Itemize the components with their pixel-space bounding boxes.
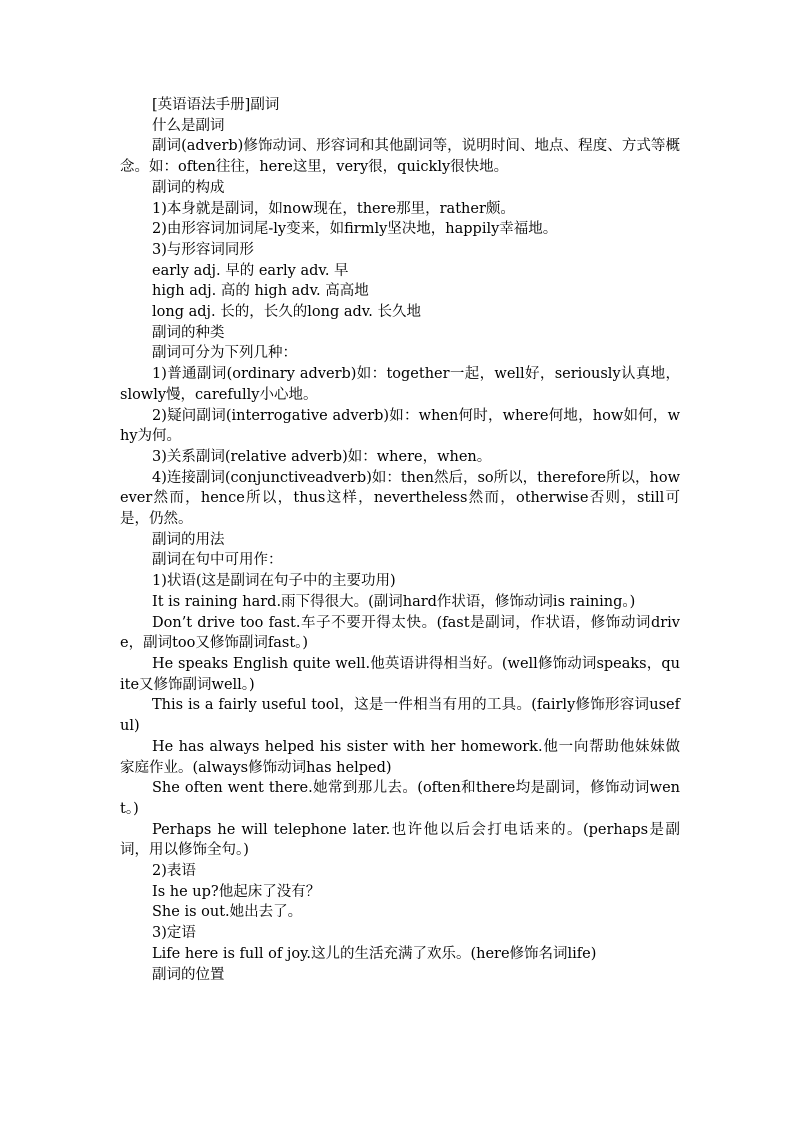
section-heading: 副词的用法: [152, 531, 225, 548]
example-line: high adj. 高的 high adv. 高高地: [152, 283, 369, 300]
document-page: [120, 95, 680, 985]
list-item: 2)疑问副词(interrogative adverb)如：when何时，where何地，how如何，why为何。: [120, 407, 680, 445]
section-heading: 副词的种类: [152, 324, 225, 341]
example-sentence: Is he up?他起床了没有？: [152, 883, 321, 900]
list-item: 2)由形容词加词尾-ly变来，如firmly坚决地，happily幸福地。: [152, 221, 558, 238]
example-line: long adj. 长的，长久的long adv. 长久地: [152, 304, 421, 321]
example-line: early adj. 早的 early adv. 早: [152, 262, 349, 279]
list-item: 1)本身就是副词，如now现在，there那里，rather颇。: [152, 200, 515, 217]
paragraph: 副词在句中可用作：: [152, 552, 283, 569]
example-sentence: It is raining hard.雨下得很大。(副词hard作状语，修饰动词is raining。): [152, 593, 636, 610]
list-item: 2)表语: [152, 863, 196, 880]
paragraph: 副词可分为下列几种：: [152, 345, 297, 362]
section-heading: 什么是副词: [152, 117, 225, 134]
list-item: 3)与形容词同形: [152, 241, 254, 258]
example-sentence: Perhaps he will telephone later.也许他以后会打电话来的。(perhaps是副词，用以修饰全句。): [120, 821, 680, 859]
example-sentence: He has always helped his sister with her homework.他一向帮助他妹妹做家庭作业。(always修饰动词has helped): [120, 738, 680, 776]
list-item: 3)定语: [152, 925, 196, 942]
example-sentence: She is out.她出去了。: [152, 904, 303, 921]
list-item: 1)状语(这是副词在句子中的主要功用): [152, 573, 396, 590]
example-sentence: Life here is full of joy.这儿的生活充满了欢乐。(here修饰名词life): [152, 945, 597, 962]
paragraph: 副词(adverb)修饰动词、形容词和其他副词等，说明时间、地点、程度、方式等概念。如：often往往，here这里，very很，quickly很快地。: [120, 138, 680, 176]
example-sentence: He speaks English quite well.他英语讲得相当好。(well修饰动词speaks，quite又修饰副词well。): [120, 655, 680, 693]
example-sentence: This is a fairly useful tool，这是一件相当有用的工具。(fairly修饰形容词useful): [120, 697, 680, 735]
section-heading: 副词的构成: [152, 179, 225, 196]
section-heading: 副词的位置: [152, 966, 225, 983]
list-item: 4)连接副词(conjunctiveadverb)如：then然后，so所以，therefore所以，however然而，hence所以，thus这样，nevertheless然而，otherwise否则，still可是，仍然。: [120, 469, 680, 528]
document-title: [英语语法手册]副词: [152, 97, 280, 113]
example-sentence: Don’t drive too fast.车子不要开得太快。(fast是副词，作状语，修饰动词drive，副词too又修饰副词fast。): [120, 614, 680, 652]
example-sentence: She often went there.她常到那儿去。(often和there均是副词，修饰动词went。): [120, 780, 680, 817]
list-item: 1)普通副词(ordinary adverb)如：together一起，well好，seriously认真地，slowly慢，carefully小心地。: [120, 366, 680, 403]
list-item: 3)关系副词(relative adverb)如：where，when。: [152, 448, 492, 465]
